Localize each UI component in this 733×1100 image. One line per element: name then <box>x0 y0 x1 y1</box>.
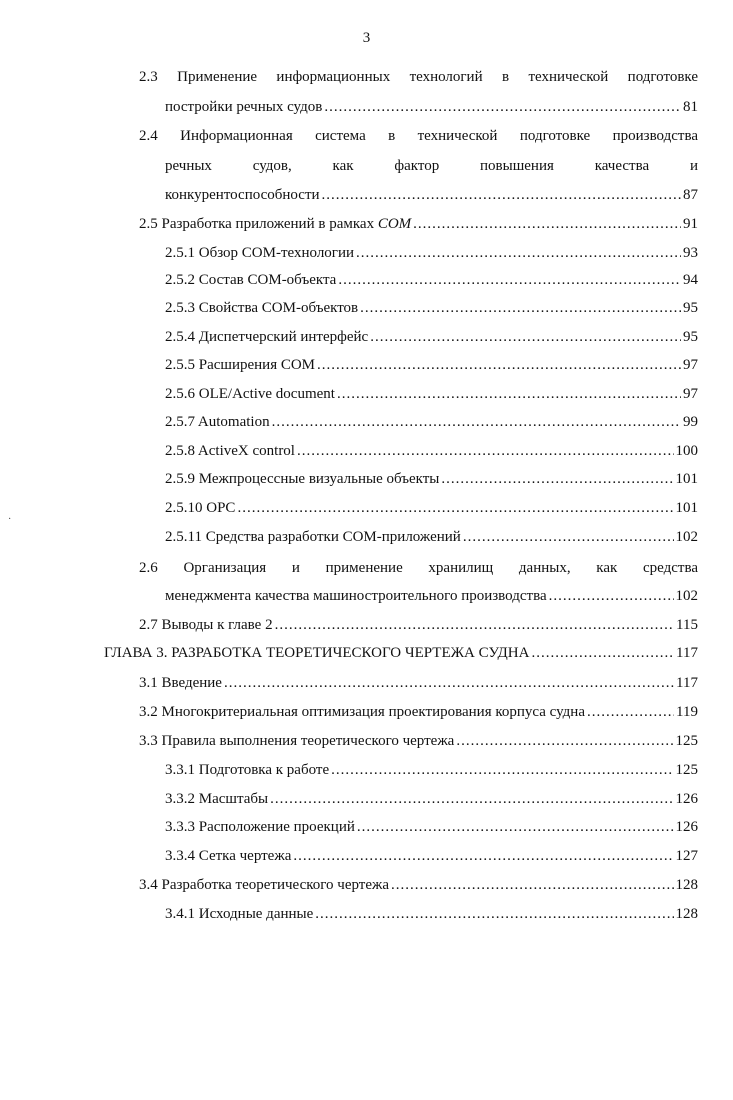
toc-entry-2-4-line2 <box>0 154 733 178</box>
leader-dots <box>549 584 674 608</box>
leader-dots <box>441 467 673 491</box>
toc-entry-3-4-1 <box>0 902 733 926</box>
toc-page-ref: 101 <box>675 471 698 487</box>
leader-dots <box>237 496 673 520</box>
toc-entry-3-3-4 <box>0 844 733 868</box>
toc-entry-text-italic: COM <box>377 216 412 232</box>
toc-entry-text: 2.7 Выводы к главе 2 <box>139 617 273 633</box>
toc-page-ref: 101 <box>675 500 698 516</box>
leader-dots <box>331 758 673 782</box>
toc-entry-text: 3.3.3 Расположение проекций <box>165 819 355 835</box>
toc-entry-text: 2.5.1 Обзор COM-технологии <box>165 245 355 261</box>
leader-dots <box>587 700 674 724</box>
toc-entry-text: 2.5.11 Средства разработки COM-приложений <box>165 529 461 545</box>
toc-page-ref: 102 <box>675 588 698 604</box>
toc-entry-2-5-5 <box>0 353 733 377</box>
toc-page-ref: 102 <box>675 529 698 545</box>
toc-entry-text: менеджмента качества машиностроительного производства <box>165 588 547 604</box>
toc-page-ref: 81 <box>683 99 698 115</box>
toc-entry-3-1 <box>0 671 733 695</box>
toc-entry-3-2 <box>0 700 733 724</box>
toc-entry-text: 2.6 Организация и применение хранилищ данных, как средства <box>139 560 698 576</box>
leader-dots <box>322 183 681 207</box>
toc-entry-2-3-line1 <box>0 65 733 89</box>
toc-entry-text: 2.5.6 OLE/Active document <box>165 386 335 402</box>
toc-entry-text: 3.1 Введение <box>139 675 222 691</box>
toc-entry-3-4 <box>0 873 733 897</box>
toc-entry-2-3 <box>0 95 733 119</box>
toc-entry-text: 3.3 Правила выполнения теоретического чертежа <box>139 733 455 749</box>
toc-page-ref: 117 <box>676 645 698 661</box>
leader-dots <box>413 212 681 236</box>
toc-page-ref: 125 <box>675 762 698 778</box>
toc-page-ref: 100 <box>675 443 698 459</box>
leader-dots <box>272 410 681 434</box>
leader-dots <box>297 439 674 463</box>
leader-dots <box>338 268 681 292</box>
toc-entry-3-3-1 <box>0 758 733 782</box>
toc-entry-text: 3.4 Разработка теоретического чертежа <box>139 877 390 893</box>
toc-page-ref: 125 <box>675 733 698 749</box>
leader-dots <box>270 787 673 811</box>
leader-dots <box>531 641 674 665</box>
toc-entry-text: 2.5.10 OPC <box>165 500 236 516</box>
toc-entry-text: 3.2 Многокритериальная оптимизация проектирования корпуса судна <box>139 704 585 720</box>
toc-page-ref: 97 <box>683 357 698 373</box>
toc-entry-3-3-3 <box>0 815 733 839</box>
toc-entry-2-5-1 <box>0 241 733 265</box>
toc-page-ref: 95 <box>683 329 698 345</box>
toc-entry-text: 3.3.4 Сетка чертежа <box>165 848 292 864</box>
toc-word: фактор <box>394 158 440 174</box>
toc-entry-text: 2.5.2 Состав COM-объекта <box>165 272 337 288</box>
toc-chapter-3 <box>0 641 733 665</box>
leader-dots <box>293 844 673 868</box>
toc-entry-2-5-7 <box>0 410 733 434</box>
toc-page-ref: 119 <box>676 704 698 720</box>
toc-entry-2-6 <box>0 584 733 608</box>
toc-entry-2-5-3 <box>0 296 733 320</box>
leader-dots <box>317 353 681 377</box>
toc-entry-text: 3.3.2 Масштабы <box>165 791 269 807</box>
toc-entry-text: 2.3 Применение информационных технологий в технической подготовке <box>139 69 698 85</box>
toc-word: и <box>689 158 698 174</box>
toc-entry-2-5-4 <box>0 325 733 349</box>
toc-page-ref: 126 <box>675 791 698 807</box>
toc-word: качества <box>594 158 650 174</box>
toc-entry-2-5-9 <box>0 467 733 491</box>
toc-page-ref: 126 <box>675 819 698 835</box>
toc-entry-2-6-line1 <box>0 556 733 580</box>
toc-word: повышения <box>480 158 554 174</box>
toc-page-ref: 115 <box>676 617 698 633</box>
toc-entry-3-3-2 <box>0 787 733 811</box>
toc-entry-text: конкурентоспособности <box>165 187 320 203</box>
toc-entry-2-7 <box>0 613 733 637</box>
toc-word: как <box>332 158 354 174</box>
toc-entry-text: постройки речных судов <box>165 99 323 115</box>
leader-dots <box>360 296 681 320</box>
page-number: 3 <box>362 30 371 46</box>
toc-entry-text: 2.5 Разработка приложений в рамках <box>139 216 378 232</box>
toc-entry-text: 2.5.9 Межпроцессные визуальные объекты <box>165 471 440 487</box>
leader-dots <box>315 902 673 926</box>
toc-entry-text: 2.5.4 Диспетчерский интерфейс <box>165 329 369 345</box>
toc-entry-text: 2.5.8 ActiveX control <box>165 443 295 459</box>
leader-dots <box>224 671 674 695</box>
toc-entry-2-4-line1 <box>0 124 733 148</box>
leader-dots <box>337 382 681 406</box>
toc-entry-text: 3.4.1 Исходные данные <box>165 906 314 922</box>
toc-page-ref: 94 <box>683 272 698 288</box>
leader-dots <box>391 873 673 897</box>
toc-entry-3-3 <box>0 729 733 753</box>
toc-entry-text: 2.5.7 Automation <box>165 414 270 430</box>
toc-entry-2-5-2 <box>0 268 733 292</box>
toc-entry-2-5-10 <box>0 496 733 520</box>
toc-entry-2-5-11 <box>0 525 733 549</box>
toc-entry-text: 2.5.5 Расширения COM <box>165 357 316 373</box>
toc-entry-text: 3.3.1 Подготовка к работе <box>165 762 330 778</box>
toc-entry-2-4 <box>0 183 733 207</box>
toc-page-ref: 128 <box>675 906 698 922</box>
toc-page-ref: 117 <box>676 675 698 691</box>
toc-entry-2-5-8 <box>0 439 733 463</box>
toc-page-ref: 128 <box>675 877 698 893</box>
leader-dots <box>324 95 681 119</box>
toc-page-ref: 93 <box>683 245 698 261</box>
toc-word: судов, <box>252 158 292 174</box>
leader-dots <box>357 815 674 839</box>
toc-page-ref: 127 <box>675 848 698 864</box>
toc-page-ref: 95 <box>683 300 698 316</box>
toc-page-ref: 97 <box>683 386 698 402</box>
toc-entry-2-5-6 <box>0 382 733 406</box>
leader-dots <box>456 729 673 753</box>
toc-page-ref: 87 <box>683 187 698 203</box>
toc-entry-2-5 <box>0 212 733 236</box>
toc-page-ref: 91 <box>683 216 698 232</box>
leader-dots <box>356 241 681 265</box>
leader-dots <box>463 525 674 549</box>
toc-page-ref: 99 <box>683 414 698 430</box>
toc-word: речных <box>165 158 212 174</box>
toc-entry-text: 2.5.3 Свойства COM-объектов <box>165 300 359 316</box>
leader-dots <box>370 325 681 349</box>
toc-entry-text: 2.4 Информационная система в технической подготовке производства <box>139 128 698 144</box>
leader-dots <box>275 613 674 637</box>
scan-speck: · <box>8 514 12 525</box>
toc-chapter-title: ГЛАВА 3. РАЗРАБОТКА ТЕОРЕТИЧЕСКОГО ЧЕРТЕЖА СУДНА <box>104 645 530 661</box>
